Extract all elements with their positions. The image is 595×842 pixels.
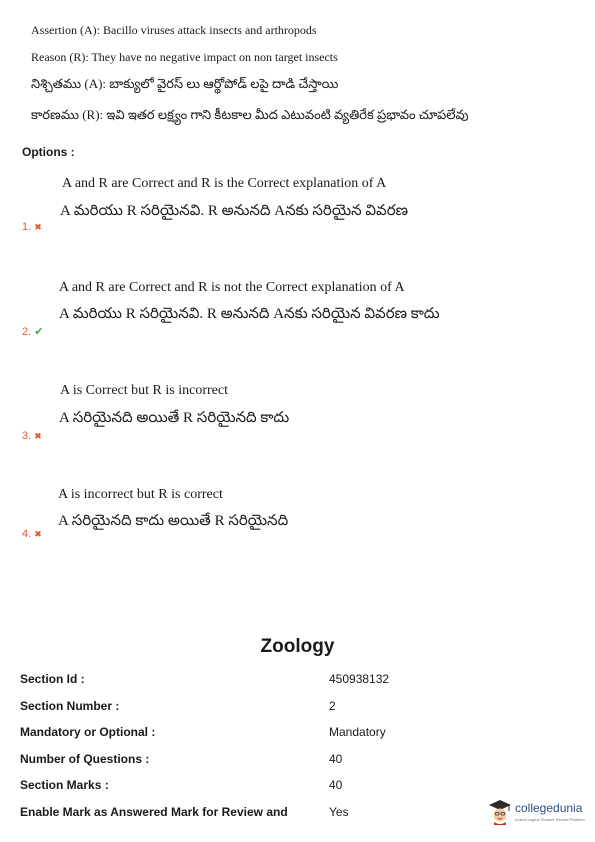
enable-mark-label: Enable Mark as Answered Mark for Review and bbox=[20, 805, 288, 819]
option-1-telugu: A మరియు R సరియైనవి. R అనునది Aనకు సరియైన వివరణ bbox=[60, 203, 409, 219]
reason-telugu: కారణము (R): ఇవి ఇతర లక్ష్యం గాని కీటకాల మీద ఎటువంటి వ్యతిరేక ప్రభావం చూపలేవు bbox=[31, 107, 469, 122]
check-icon: ✔ bbox=[34, 326, 44, 338]
cross-icon: ✖ bbox=[34, 529, 42, 539]
logo-name: collegedunia bbox=[515, 801, 583, 815]
section-number-value: 2 bbox=[329, 699, 336, 713]
mandatory-label: Mandatory or Optional : bbox=[20, 725, 156, 739]
option-1-number bbox=[22, 221, 42, 233]
options-heading: Options : bbox=[22, 145, 75, 159]
section-marks-value: 40 bbox=[329, 778, 343, 792]
graduate-cap-icon bbox=[488, 799, 512, 825]
option-number-label: 4. bbox=[22, 528, 32, 540]
reason-english: Reason (R): They have no negative impact on non target insects bbox=[31, 50, 338, 64]
option-3-english: A is Correct but R is incorrect bbox=[60, 383, 228, 398]
collegedunia-logo bbox=[488, 797, 588, 829]
option-4-telugu: A సరియైనది కాదు అయితే R సరియైనది bbox=[58, 513, 289, 529]
option-1-english: A and R are Correct and R is the Correct explanation of A bbox=[62, 176, 387, 191]
option-3-telugu: A సరియైనది అయితే R సరియైనది కాదు bbox=[59, 410, 290, 426]
section-number-label: Section Number : bbox=[20, 699, 120, 713]
section-id-value: 450938132 bbox=[329, 672, 390, 686]
option-number-label: 2. bbox=[22, 326, 32, 338]
section-title: Zoology bbox=[260, 636, 335, 657]
question-count-label: Number of Questions : bbox=[20, 752, 150, 766]
option-2-english: A and R are Correct and R is not the Correct explanation of A bbox=[59, 280, 405, 295]
logo-tagline: India's largest Student Review Platform bbox=[515, 817, 585, 822]
option-3-number bbox=[22, 430, 42, 442]
option-4-number bbox=[22, 528, 42, 540]
assertion-english: Assertion (A): Bacillo viruses attack insects and arthropods bbox=[31, 23, 317, 37]
mandatory-value: Mandatory bbox=[329, 725, 386, 739]
assertion-telugu: నిశ్చితము (A): బాక్యులో వైరస్ లు ఆర్థోపోడ్ లపై దాడి చేస్తాయి bbox=[31, 76, 339, 91]
option-number-label: 3. bbox=[22, 430, 32, 442]
section-marks-label: Section Marks : bbox=[20, 778, 109, 792]
option-2-telugu: A మరియు R సరియైనవి. R అనునది Aనకు సరియైన వివరణ కాదు bbox=[59, 306, 440, 322]
option-4-english: A is incorrect but R is correct bbox=[58, 487, 223, 502]
option-number-label: 1. bbox=[22, 221, 32, 233]
enable-mark-value: Yes bbox=[329, 805, 349, 819]
option-2-number bbox=[22, 325, 43, 338]
cross-icon: ✖ bbox=[34, 431, 42, 441]
section-id-label: Section Id : bbox=[20, 672, 85, 686]
question-count-value: 40 bbox=[329, 752, 343, 766]
cross-icon: ✖ bbox=[34, 222, 42, 232]
